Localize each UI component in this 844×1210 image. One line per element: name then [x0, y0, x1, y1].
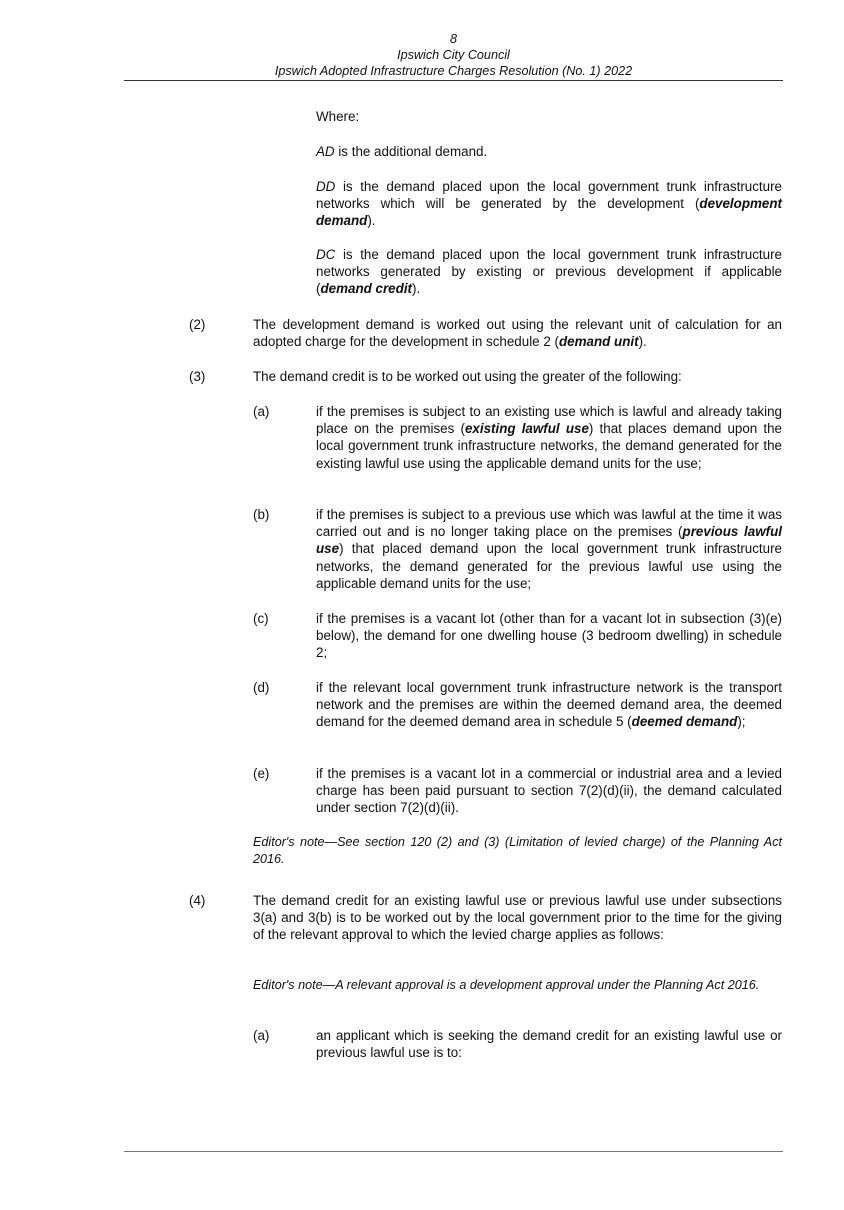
where-intro: Where: [316, 109, 360, 124]
term-demand-credit: demand credit [320, 281, 412, 297]
paragraph-3c-text: if the premises is a vacant lot (other than for a vacant lot in subsection (3)(e) below), the demand for one dwelling house (3 bedroom dwelling) in schedule 2; [316, 611, 782, 661]
page-number: 8 [449, 32, 457, 46]
paragraph-3c-label: (c) [253, 611, 269, 626]
definition-dc: DC is the demand placed upon the local government trunk infrastructure networks generated by existing or previous development if applicable (demand credit). [316, 247, 782, 297]
subsection-4-label: (4) [189, 893, 206, 908]
subsection-2-label: (2) [189, 317, 206, 332]
term-existing-lawful-use: existing lawful use [464, 421, 589, 437]
header-rule [124, 80, 783, 81]
paragraph-3d-text: if the relevant local government trunk infrastructure network is the transport network and the premises are within the deemed demand area, the deemed demand for the deemed demand area in schedule 5 (deemed demand); [316, 680, 782, 730]
term-deemed-demand: deemed demand [631, 714, 738, 730]
paragraph-3a-label: (a) [253, 404, 270, 419]
footer-rule [124, 1151, 783, 1152]
subsection-2-text: The development demand is worked out using the relevant unit of calculation for an adopted charge for the development in schedule 2 (demand unit). [253, 317, 782, 350]
paragraph-3b-label: (b) [253, 507, 270, 522]
symbol-ad: AD [316, 144, 335, 159]
paragraph-3e-text: if the premises is a vacant lot in a commercial or industrial area and a levied charge has been paid pursuant to section 7(2)(d)(ii), the demand calculated under section 7(2)(d)(ii). [316, 766, 782, 816]
paragraph-4a-label: (a) [253, 1028, 270, 1043]
term-development-demand: development demand [316, 196, 782, 229]
paragraph-4a-text: an applicant which is seeking the demand credit for an existing lawful use or previous lawful use is to: [316, 1028, 782, 1061]
paragraph-3b-text: if the premises is subject to a previous use which was lawful at the time it was carried out and is no longer taking place on the premises (previous lawful use) that placed demand upon the local government trunk infrastructure networks, the demand generated for the previous lawful use using the applicable demand units for the use; [316, 507, 782, 591]
resolution-title: Ipswich Adopted Infrastructure Charges Resolution (No. 1) 2022 [274, 64, 633, 78]
editors-note-4: Editor's note—A relevant approval is a development approval under the Planning Act 2016. [253, 978, 760, 992]
symbol-dc: DC [316, 247, 336, 262]
paragraph-3e-label: (e) [253, 766, 270, 781]
term-demand-unit: demand unit [558, 334, 639, 350]
definition-dd: DD is the demand placed upon the local government trunk infrastructure networks which will be generated by the development (development demand). [316, 179, 782, 229]
paragraph-3d-label: (d) [253, 680, 270, 695]
editors-note-3: Editor's note—See section 120 (2) and (3) (Limitation of levied charge) of the Planning Act 2016. [253, 835, 782, 866]
council-name: Ipswich City Council [397, 48, 510, 62]
definition-ad: AD is the additional demand. [316, 144, 488, 159]
paragraph-3a-text: if the premises is subject to an existing use which is lawful and already taking place on the premises (existing lawful use) that places demand upon the local government trunk infrastructure networks, the demand generated for the existing lawful use using the applicable demand units for the use; [316, 404, 783, 471]
subsection-3-label: (3) [189, 369, 206, 384]
term-previous-lawful-use: previous lawful use [316, 524, 782, 557]
subsection-3-text: The demand credit is to be worked out using the greater of the following: [253, 369, 682, 384]
symbol-dd: DD [316, 179, 336, 194]
subsection-4-text: The demand credit for an existing lawful use or previous lawful use under subsections 3(a) and 3(b) is to be worked out by the local government prior to the time for the giving of the relevant approval to which the levied charge applies as follows: [253, 893, 782, 943]
